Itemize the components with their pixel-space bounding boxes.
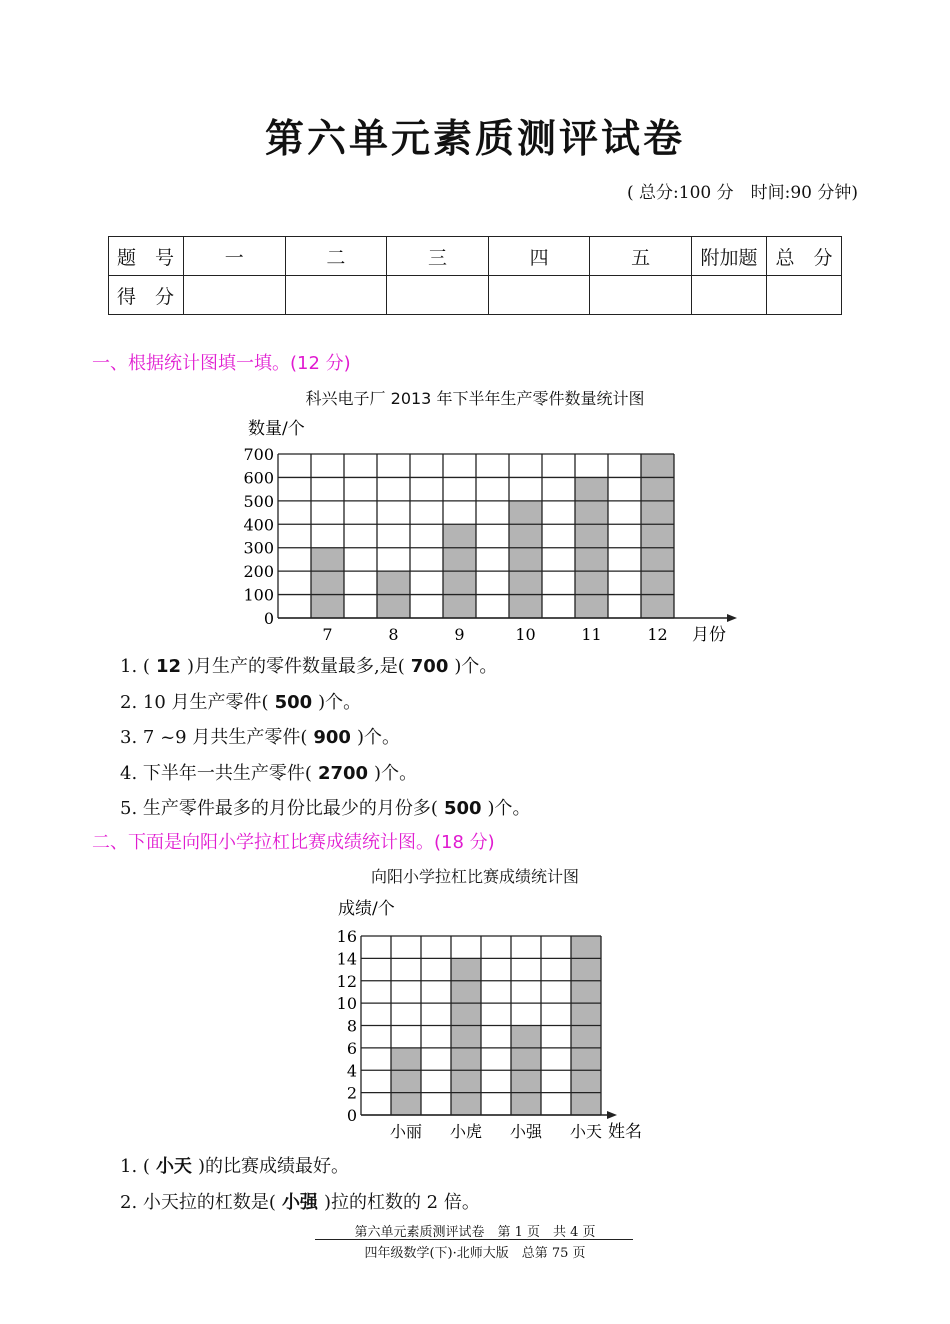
y-axis-label: 数量/个 (248, 419, 305, 439)
y-tick-label: 100 (243, 585, 274, 605)
score-header-cell: 三 (387, 237, 489, 276)
y-tick-label: 10 (336, 994, 357, 1014)
x-tick-label: 10 (515, 625, 536, 644)
question-text: )个。 (454, 656, 498, 677)
y-tick-label: 16 (336, 927, 357, 946)
question-text: )拉的杠数的 2 倍。 (323, 1191, 480, 1213)
bar-小丽 (391, 1048, 421, 1115)
answer-blank[interactable]: 500 (443, 798, 482, 819)
y-tick-label: 4 (346, 1061, 357, 1081)
score-input-cell[interactable] (692, 276, 767, 315)
x-tick-label: 小强 (509, 1122, 543, 1141)
x-tick-label: 小虎 (449, 1122, 483, 1141)
question-text: 7 ~9 月共生产零件( (142, 727, 308, 748)
question-text: ( (142, 656, 150, 677)
x-tick-label: 8 (388, 625, 399, 644)
question-item (120, 688, 361, 714)
y-tick-label: 700 (243, 445, 274, 464)
question-number: 2. (120, 1191, 143, 1213)
y-axis-label: 成绩/个 (338, 899, 395, 919)
answer-blank[interactable]: 小天 (155, 1156, 192, 1177)
question-item (120, 794, 531, 820)
score-table-score-row (109, 276, 842, 315)
y-tick-label: 300 (243, 538, 274, 558)
y-tick-label: 2 (346, 1083, 357, 1103)
question-text: )月生产的零件数量最多,是( (187, 656, 405, 677)
x-tick-label: 12 (647, 625, 668, 644)
bar-小虎 (451, 958, 481, 1115)
question-text: )个。 (318, 691, 362, 713)
y-tick-label: 0 (263, 609, 274, 628)
question-item (120, 652, 497, 678)
score-header-cell: 题 号 (109, 237, 184, 276)
x-tick-label: 7 (322, 625, 333, 644)
x-tick-label: 11 (581, 625, 602, 644)
question-item (120, 1188, 480, 1214)
x-axis-label: 姓名 (608, 1122, 642, 1142)
score-table-header-row (109, 237, 842, 276)
question-text: 生产零件最多的月份比最少的月份多( (142, 798, 438, 819)
y-tick-label: 12 (336, 971, 357, 991)
score-input-cell[interactable] (184, 276, 286, 315)
production-bar-chart (0, 410, 950, 648)
section1-heading: 一、根据统计图填一填。(12 分) (92, 353, 351, 374)
score-input-cell[interactable] (590, 276, 692, 315)
y-tick-label: 8 (346, 1016, 357, 1036)
answer-blank[interactable]: 900 (313, 727, 351, 748)
footer-divider (315, 1239, 633, 1240)
pullup-bar-chart (0, 890, 950, 1146)
question-text: 10 月生产零件( (142, 691, 269, 713)
answer-blank[interactable]: 2700 (317, 762, 369, 784)
score-table (108, 236, 842, 315)
exam-meta: ( 总分:100 分 时间:90 分钟) (626, 183, 858, 203)
question-item (120, 759, 417, 785)
score-input-cell[interactable] (387, 276, 489, 315)
question-text: 下半年一共生产零件( (142, 762, 312, 784)
question-text: )个。 (356, 727, 400, 748)
answer-blank[interactable]: 700 (410, 656, 449, 677)
bar-10 (509, 501, 542, 618)
y-tick-label: 400 (243, 515, 274, 535)
section2-heading: 二、下面是向阳小学拉杠比赛成绩统计图。(18 分) (92, 832, 495, 853)
y-tick-label: 200 (243, 562, 274, 582)
question-text: )个。 (487, 798, 531, 819)
x-axis-label: 月份 (692, 625, 726, 645)
answer-blank[interactable]: 12 (155, 656, 181, 677)
question-number: 3. (120, 727, 143, 748)
x-tick-label: 小丽 (389, 1122, 423, 1141)
y-tick-label: 600 (243, 468, 274, 488)
question-item (120, 1152, 349, 1178)
y-tick-label: 6 (346, 1038, 357, 1058)
question-number: 4. (120, 762, 143, 784)
page-title: 第六单元素质测评试卷 (264, 116, 685, 162)
y-tick-label: 500 (243, 491, 274, 511)
y-tick-label: 14 (336, 949, 357, 969)
score-input-cell[interactable] (767, 276, 842, 315)
question-text: )个。 (374, 762, 418, 784)
footer-line2: 四年级数学(下)·北师大版 总第 75 页 (364, 1246, 586, 1261)
chart2-title: 向阳小学拉杠比赛成绩统计图 (370, 867, 579, 886)
x-tick-label: 9 (454, 625, 465, 644)
score-header-cell: 总 分 (767, 237, 842, 276)
question-text: 小天拉的杠数是( (142, 1191, 276, 1213)
question-number: 2. (120, 691, 143, 713)
score-header-cell: 附加题 (692, 237, 767, 276)
question-number: 1. (120, 656, 143, 677)
question-text: )的比赛成绩最好。 (197, 1156, 349, 1177)
y-tick-label: 0 (346, 1106, 357, 1125)
score-input-cell[interactable] (488, 276, 590, 315)
footer-line1: 第六单元素质测评试卷 第 1 页 共 4 页 (354, 1225, 596, 1240)
x-axis-arrow (607, 1111, 617, 1119)
question-text: ( (142, 1156, 150, 1177)
question-number: 5. (120, 798, 143, 819)
x-axis-arrow (727, 614, 737, 622)
score-header-cell: 四 (488, 237, 590, 276)
question-number: 1. (120, 1156, 143, 1177)
x-tick-label: 小天 (569, 1122, 603, 1141)
score-header-cell: 一 (184, 237, 286, 276)
bar-12 (641, 454, 674, 618)
score-input-cell[interactable] (285, 276, 387, 315)
answer-blank[interactable]: 500 (274, 691, 313, 713)
answer-blank[interactable]: 小强 (281, 1191, 318, 1213)
score-header-cell: 二 (285, 237, 387, 276)
question-item (120, 723, 400, 749)
chart1-title: 科兴电子厂 2013 年下半年生产零件数量统计图 (305, 389, 645, 408)
score-header-cell: 五 (590, 237, 692, 276)
score-row-label: 得 分 (109, 276, 184, 315)
bar-7 (311, 548, 344, 618)
